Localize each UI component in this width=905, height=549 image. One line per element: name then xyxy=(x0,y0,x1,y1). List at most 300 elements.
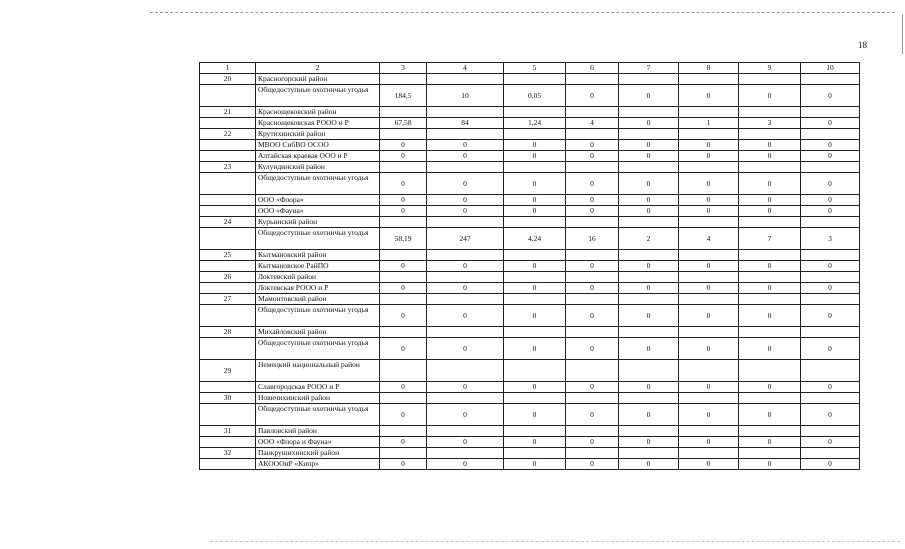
table-row xyxy=(200,305,860,327)
header-cell: 8 xyxy=(679,63,739,74)
value-cell xyxy=(504,393,566,404)
table-row xyxy=(200,448,860,459)
value-cell: 0 xyxy=(566,382,619,393)
value-cell: 0 xyxy=(566,305,619,327)
value-cell: 0 xyxy=(679,283,739,294)
value-cell xyxy=(801,250,860,261)
value-cell: 3 xyxy=(739,118,801,129)
value-cell: 0 xyxy=(427,261,504,272)
value-cell xyxy=(504,162,566,173)
row-number: 31 xyxy=(200,426,256,437)
value-cell: 0 xyxy=(427,404,504,426)
value-cell xyxy=(619,162,679,173)
table-row xyxy=(200,393,860,404)
value-cell: 0 xyxy=(619,305,679,327)
value-cell: 0 xyxy=(739,261,801,272)
value-cell xyxy=(739,162,801,173)
value-cell xyxy=(679,272,739,283)
value-cell: 0 xyxy=(801,85,860,107)
value-cell xyxy=(739,107,801,118)
row-name: Локтевский район xyxy=(256,272,380,283)
value-cell xyxy=(679,162,739,173)
row-name: Краснощековская РООО и Р xyxy=(256,118,380,129)
row-name: Крутихинский район xyxy=(256,129,380,140)
page-number: 18 xyxy=(858,40,867,50)
header-row xyxy=(200,63,860,74)
value-cell xyxy=(380,272,427,283)
value-cell: 0 xyxy=(801,195,860,206)
value-cell xyxy=(679,448,739,459)
value-cell: 0 xyxy=(619,437,679,448)
value-cell xyxy=(566,327,619,338)
value-cell xyxy=(566,360,619,382)
value-cell: 0 xyxy=(504,338,566,360)
value-cell: 84 xyxy=(427,118,504,129)
value-cell: 0 xyxy=(427,459,504,470)
table-row xyxy=(200,327,860,338)
value-cell xyxy=(504,217,566,228)
header-cell: 5 xyxy=(504,63,566,74)
row-number xyxy=(200,206,256,217)
value-cell: 0 xyxy=(504,206,566,217)
table-row xyxy=(200,107,860,118)
value-cell xyxy=(739,272,801,283)
value-cell xyxy=(801,393,860,404)
value-cell: 0 xyxy=(427,283,504,294)
value-cell xyxy=(380,217,427,228)
value-cell: 0 xyxy=(619,404,679,426)
value-cell: 0 xyxy=(566,338,619,360)
value-cell: 0 xyxy=(739,459,801,470)
header-cell: 1 xyxy=(200,63,256,74)
row-number: 32 xyxy=(200,448,256,459)
value-cell: 67,58 xyxy=(380,118,427,129)
value-cell xyxy=(679,294,739,305)
row-name: Курьинский район xyxy=(256,217,380,228)
value-cell xyxy=(679,360,739,382)
value-cell: 0 xyxy=(801,140,860,151)
value-cell xyxy=(801,74,860,85)
row-name: Михайловский район xyxy=(256,327,380,338)
value-cell xyxy=(566,107,619,118)
value-cell xyxy=(739,448,801,459)
value-cell: 0 xyxy=(679,151,739,162)
row-number xyxy=(200,305,256,327)
row-number xyxy=(200,404,256,426)
value-cell: 0 xyxy=(739,206,801,217)
value-cell: 0 xyxy=(801,261,860,272)
value-cell: 0 xyxy=(380,261,427,272)
value-cell: 0 xyxy=(566,173,619,195)
table-row xyxy=(200,217,860,228)
value-cell: 0 xyxy=(504,459,566,470)
value-cell xyxy=(619,426,679,437)
value-cell: 0 xyxy=(504,151,566,162)
row-number xyxy=(200,195,256,206)
value-cell xyxy=(619,360,679,382)
value-cell xyxy=(801,294,860,305)
table-row xyxy=(200,272,860,283)
value-cell: 0 xyxy=(566,140,619,151)
value-cell: 0 xyxy=(380,437,427,448)
value-cell: 0 xyxy=(427,305,504,327)
value-cell xyxy=(739,217,801,228)
value-cell: 0 xyxy=(380,404,427,426)
value-cell xyxy=(427,107,504,118)
value-cell: 0 xyxy=(739,437,801,448)
value-cell: 0 xyxy=(801,338,860,360)
value-cell xyxy=(427,74,504,85)
value-cell: 0 xyxy=(619,459,679,470)
value-cell: 0 xyxy=(566,195,619,206)
value-cell: 0 xyxy=(504,382,566,393)
row-name: Общедоступные охотничьи угодья xyxy=(256,85,380,107)
value-cell: 2 xyxy=(619,228,679,250)
row-name: Локтевская РООО и Р xyxy=(256,283,380,294)
row-number xyxy=(200,118,256,129)
value-cell: 0 xyxy=(619,382,679,393)
value-cell: 0 xyxy=(679,437,739,448)
table-row xyxy=(200,250,860,261)
value-cell xyxy=(427,393,504,404)
scan-artifact-edge xyxy=(902,14,903,54)
value-cell: 7 xyxy=(739,228,801,250)
row-number: 25 xyxy=(200,250,256,261)
value-cell: 0 xyxy=(739,173,801,195)
row-name: ООО «Фауна» xyxy=(256,206,380,217)
value-cell: 0 xyxy=(380,459,427,470)
value-cell xyxy=(739,74,801,85)
value-cell: 0 xyxy=(427,338,504,360)
row-number: 20 xyxy=(200,74,256,85)
row-number xyxy=(200,283,256,294)
value-cell xyxy=(427,327,504,338)
value-cell: 0 xyxy=(427,206,504,217)
value-cell xyxy=(739,393,801,404)
table-row xyxy=(200,228,860,250)
hunting-grounds-table xyxy=(199,62,860,470)
value-cell: 0 xyxy=(679,404,739,426)
value-cell xyxy=(679,250,739,261)
value-cell xyxy=(566,426,619,437)
table-row xyxy=(200,85,860,107)
table-row xyxy=(200,338,860,360)
value-cell: 0 xyxy=(679,85,739,107)
table-body xyxy=(200,63,860,470)
value-cell: 4 xyxy=(566,118,619,129)
table-row xyxy=(200,140,860,151)
table-row xyxy=(200,360,860,382)
header-cell: 9 xyxy=(739,63,801,74)
value-cell xyxy=(427,448,504,459)
value-cell xyxy=(739,426,801,437)
value-cell: 0 xyxy=(739,338,801,360)
value-cell xyxy=(619,448,679,459)
value-cell xyxy=(380,448,427,459)
value-cell: 4,24 xyxy=(504,228,566,250)
row-name: Панкрушихинский район xyxy=(256,448,380,459)
value-cell: 0 xyxy=(739,85,801,107)
value-cell xyxy=(504,426,566,437)
table-row xyxy=(200,261,860,272)
value-cell xyxy=(619,74,679,85)
value-cell: 0 xyxy=(566,85,619,107)
table-row xyxy=(200,283,860,294)
value-cell xyxy=(380,327,427,338)
table-row xyxy=(200,195,860,206)
value-cell: 0 xyxy=(739,283,801,294)
value-cell: 0 xyxy=(380,195,427,206)
row-number xyxy=(200,459,256,470)
value-cell: 0 xyxy=(801,206,860,217)
value-cell xyxy=(801,107,860,118)
value-cell xyxy=(427,294,504,305)
value-cell xyxy=(380,129,427,140)
value-cell: 0 xyxy=(801,173,860,195)
value-cell: 0 xyxy=(380,140,427,151)
row-name: МВОО СибВО ОСОО xyxy=(256,140,380,151)
row-number xyxy=(200,85,256,107)
header-cell: 6 xyxy=(566,63,619,74)
value-cell: 0 xyxy=(619,151,679,162)
value-cell xyxy=(566,294,619,305)
value-cell: 0 xyxy=(504,437,566,448)
value-cell xyxy=(427,426,504,437)
value-cell: 0 xyxy=(566,261,619,272)
value-cell: 1,24 xyxy=(504,118,566,129)
value-cell: 0 xyxy=(380,338,427,360)
row-name: ООО «Флора и Фауна» xyxy=(256,437,380,448)
value-cell xyxy=(380,393,427,404)
row-name: Павловский район xyxy=(256,426,380,437)
value-cell xyxy=(801,360,860,382)
value-cell xyxy=(427,250,504,261)
value-cell xyxy=(380,426,427,437)
row-name: Общедоступные охотничьи угодья xyxy=(256,338,380,360)
value-cell xyxy=(566,448,619,459)
value-cell: 58,19 xyxy=(380,228,427,250)
value-cell: 0 xyxy=(619,140,679,151)
value-cell: 0 xyxy=(679,338,739,360)
value-cell xyxy=(619,129,679,140)
value-cell xyxy=(801,162,860,173)
value-cell xyxy=(504,327,566,338)
value-cell: 16 xyxy=(566,228,619,250)
value-cell xyxy=(427,272,504,283)
value-cell: 0 xyxy=(504,140,566,151)
row-name: ООО «Флора» xyxy=(256,195,380,206)
value-cell: 0 xyxy=(380,206,427,217)
value-cell: 0 xyxy=(504,305,566,327)
row-number: 23 xyxy=(200,162,256,173)
value-cell xyxy=(504,448,566,459)
row-number: 29 xyxy=(200,360,256,382)
row-name: Общедоступные охотничьи угодья xyxy=(256,404,380,426)
value-cell: 0 xyxy=(679,261,739,272)
row-number xyxy=(200,173,256,195)
row-number xyxy=(200,228,256,250)
value-cell xyxy=(801,448,860,459)
row-number: 28 xyxy=(200,327,256,338)
header-cell: 10 xyxy=(801,63,860,74)
table-row xyxy=(200,294,860,305)
value-cell xyxy=(619,217,679,228)
value-cell xyxy=(801,217,860,228)
value-cell xyxy=(566,272,619,283)
row-number xyxy=(200,338,256,360)
row-number xyxy=(200,151,256,162)
value-cell: 0 xyxy=(566,206,619,217)
row-name: Алтайская краевая ООО и Р xyxy=(256,151,380,162)
value-cell: 0 xyxy=(619,283,679,294)
value-cell: 0 xyxy=(427,437,504,448)
table-row xyxy=(200,162,860,173)
value-cell xyxy=(504,272,566,283)
value-cell: 0 xyxy=(619,173,679,195)
value-cell xyxy=(619,327,679,338)
value-cell xyxy=(739,129,801,140)
value-cell: 0 xyxy=(801,404,860,426)
value-cell: 0 xyxy=(504,173,566,195)
value-cell: 0 xyxy=(801,382,860,393)
value-cell xyxy=(504,129,566,140)
scan-artifact-bottom xyxy=(210,541,900,542)
value-cell xyxy=(679,74,739,85)
value-cell xyxy=(504,294,566,305)
value-cell: 247 xyxy=(427,228,504,250)
value-cell: 0 xyxy=(619,261,679,272)
value-cell xyxy=(427,217,504,228)
row-name: Красногорский район xyxy=(256,74,380,85)
value-cell xyxy=(566,217,619,228)
row-name: Кулундинский район xyxy=(256,162,380,173)
value-cell xyxy=(566,393,619,404)
value-cell: 0 xyxy=(679,459,739,470)
value-cell xyxy=(801,272,860,283)
value-cell: 0 xyxy=(739,151,801,162)
row-name: Мамонтовский район xyxy=(256,294,380,305)
value-cell xyxy=(801,426,860,437)
value-cell xyxy=(619,272,679,283)
value-cell: 0 xyxy=(504,261,566,272)
value-cell xyxy=(380,360,427,382)
row-name: Новичихинский район xyxy=(256,393,380,404)
value-cell xyxy=(427,360,504,382)
value-cell: 0 xyxy=(801,151,860,162)
value-cell xyxy=(380,162,427,173)
table-row xyxy=(200,151,860,162)
value-cell xyxy=(504,360,566,382)
value-cell xyxy=(739,360,801,382)
value-cell: 0 xyxy=(380,151,427,162)
value-cell: 184,5 xyxy=(380,85,427,107)
value-cell: 0 xyxy=(427,382,504,393)
value-cell xyxy=(679,217,739,228)
row-name: Немецкий национальный район xyxy=(256,360,380,382)
value-cell: 0 xyxy=(566,151,619,162)
table-row xyxy=(200,206,860,217)
row-name: Общедоступные охотничьи угодья xyxy=(256,173,380,195)
table-row xyxy=(200,118,860,129)
value-cell xyxy=(504,107,566,118)
value-cell xyxy=(380,294,427,305)
table-row xyxy=(200,74,860,85)
value-cell: 0 xyxy=(566,459,619,470)
table-row xyxy=(200,404,860,426)
value-cell: 0 xyxy=(679,305,739,327)
value-cell xyxy=(619,250,679,261)
value-cell: 0 xyxy=(619,85,679,107)
value-cell xyxy=(566,250,619,261)
table-row xyxy=(200,437,860,448)
value-cell xyxy=(739,250,801,261)
value-cell: 0 xyxy=(739,305,801,327)
value-cell xyxy=(739,294,801,305)
value-cell: 0 xyxy=(679,206,739,217)
value-cell: 0 xyxy=(504,404,566,426)
row-number: 24 xyxy=(200,217,256,228)
value-cell: 0 xyxy=(679,173,739,195)
value-cell: 10 xyxy=(427,85,504,107)
value-cell: 0 xyxy=(619,206,679,217)
row-number: 26 xyxy=(200,272,256,283)
value-cell: 0 xyxy=(739,404,801,426)
value-cell xyxy=(619,294,679,305)
value-cell xyxy=(619,107,679,118)
header-cell: 2 xyxy=(256,63,380,74)
row-number: 21 xyxy=(200,107,256,118)
table-row xyxy=(200,459,860,470)
table-row xyxy=(200,382,860,393)
row-number xyxy=(200,140,256,151)
value-cell: 0 xyxy=(679,140,739,151)
value-cell: 0 xyxy=(427,195,504,206)
value-cell: 0 xyxy=(380,283,427,294)
row-number xyxy=(200,382,256,393)
row-name: Кытмановский район xyxy=(256,250,380,261)
value-cell xyxy=(619,393,679,404)
value-cell: 0 xyxy=(380,382,427,393)
value-cell xyxy=(801,129,860,140)
value-cell: 0 xyxy=(619,195,679,206)
row-name: Славгородская РООО и Р xyxy=(256,382,380,393)
header-cell: 4 xyxy=(427,63,504,74)
row-name: Общедоступные охотничьи угодья xyxy=(256,305,380,327)
scan-artifact-top xyxy=(150,12,895,13)
value-cell: 0 xyxy=(739,140,801,151)
row-name: Краснощековский район xyxy=(256,107,380,118)
table-row xyxy=(200,173,860,195)
value-cell: 0 xyxy=(504,283,566,294)
row-number xyxy=(200,437,256,448)
value-cell xyxy=(427,129,504,140)
value-cell xyxy=(739,327,801,338)
header-cell: 3 xyxy=(380,63,427,74)
value-cell xyxy=(679,393,739,404)
table-row xyxy=(200,129,860,140)
row-name: Общедоступные охотничьи угодья xyxy=(256,228,380,250)
row-number xyxy=(200,261,256,272)
value-cell: 0 xyxy=(679,195,739,206)
value-cell: 0 xyxy=(801,118,860,129)
value-cell xyxy=(801,327,860,338)
value-cell xyxy=(380,74,427,85)
row-name: Кытмановское РайПО xyxy=(256,261,380,272)
value-cell: 0 xyxy=(427,140,504,151)
value-cell: 0 xyxy=(801,459,860,470)
value-cell: 0 xyxy=(801,437,860,448)
value-cell xyxy=(504,74,566,85)
